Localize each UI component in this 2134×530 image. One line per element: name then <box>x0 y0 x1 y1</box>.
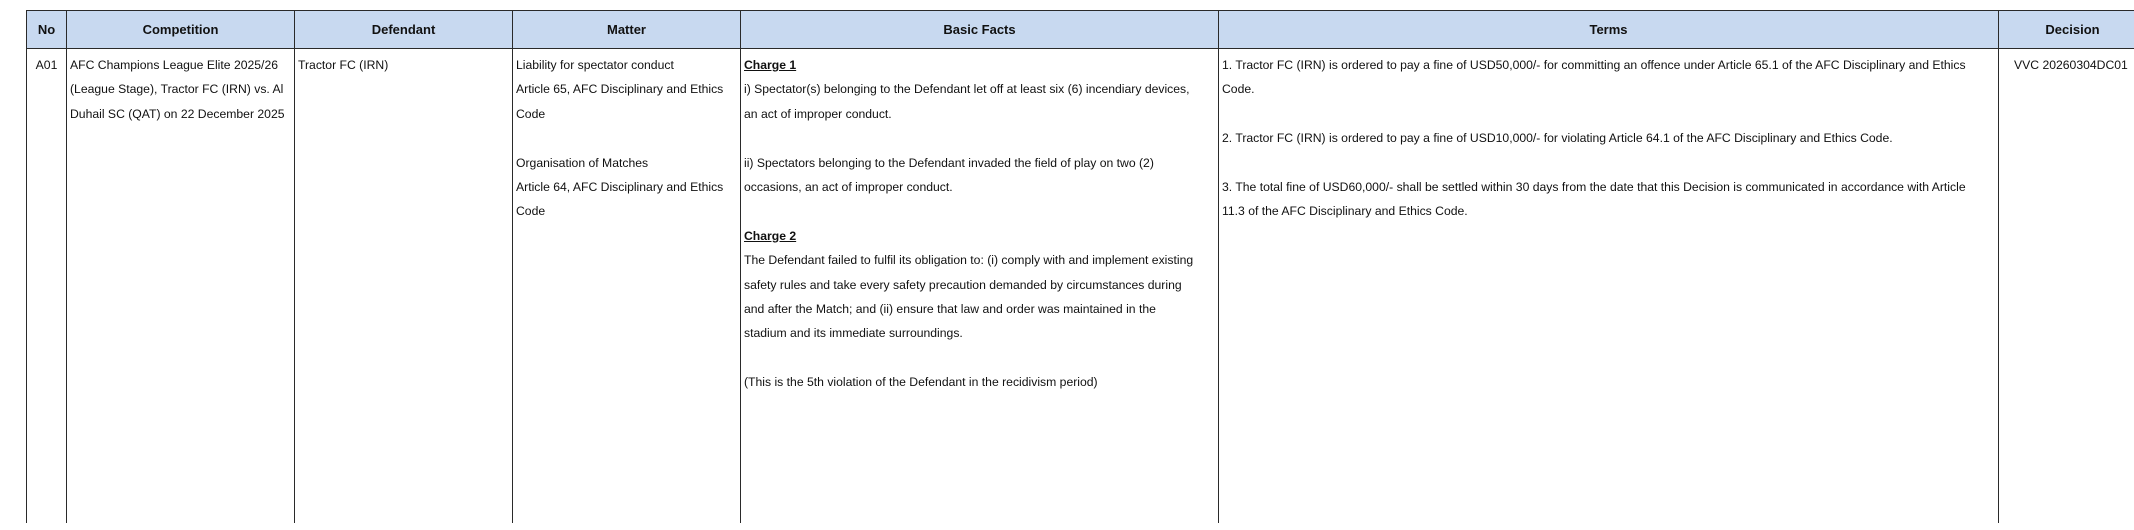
term-line: 1. Tractor FC (IRN) is ordered to pay a fine of USD50,000/- for committing an offence under Article 65.1 of the AFC Disciplinary and Ethics <box>1222 53 1995 77</box>
fact-line: and after the Match; and (ii) ensure that law and order was maintained in the <box>744 297 1215 321</box>
header-row <box>27 11 2134 49</box>
matter-article: Article 64, AFC Disciplinary and Ethics <box>516 175 737 199</box>
table-row <box>27 49 2134 524</box>
matter-article: Code <box>516 102 737 126</box>
fact-line: The Defendant failed to fulfil its obligation to: (i) comply with and implement existing <box>744 248 1215 272</box>
competition-line: AFC Champions League Elite 2025/26 <box>70 53 291 77</box>
spacer <box>516 126 737 150</box>
matter-title: Liability for spectator conduct <box>516 53 737 77</box>
spacer <box>744 126 1215 150</box>
term-line: 11.3 of the AFC Disciplinary and Ethics Code. <box>1222 199 1995 223</box>
decisions-table <box>26 10 2134 523</box>
cell-decision[interactable] <box>1999 49 2134 524</box>
spacer <box>744 199 1215 223</box>
header-competition[interactable]: Competition <box>67 11 295 49</box>
header-no[interactable]: No <box>27 11 67 49</box>
term-line: Code. <box>1222 77 1995 101</box>
fact-line: ii) Spectators belonging to the Defendant invaded the field of play on two (2) <box>744 151 1215 175</box>
charge-1-title: Charge 1 <box>744 53 1215 77</box>
cell-terms[interactable] <box>1219 49 1999 524</box>
matter-article: Code <box>516 199 737 223</box>
fact-line: i) Spectator(s) belonging to the Defendant let off at least six (6) incendiary devices, <box>744 77 1215 101</box>
header-defendant[interactable]: Defendant <box>295 11 513 49</box>
competition-line: Duhail SC (QAT) on 22 December 2025 <box>70 102 291 126</box>
competition-line: (League Stage), Tractor FC (IRN) vs. Al <box>70 77 291 101</box>
header-basic-facts[interactable]: Basic Facts <box>741 11 1219 49</box>
cell-competition[interactable] <box>67 49 295 524</box>
header-terms[interactable]: Terms <box>1219 11 1999 49</box>
fact-line: an act of improper conduct. <box>744 102 1215 126</box>
spacer <box>744 346 1215 370</box>
term-line: 2. Tractor FC (IRN) is ordered to pay a fine of USD10,000/- for violating Article 64.1 of the AFC Disciplinary and Ethics Code. <box>1222 126 1995 150</box>
matter-title: Organisation of Matches <box>516 151 737 175</box>
recidivism-note: (This is the 5th violation of the Defendant in the recidivism period) <box>744 370 1215 394</box>
cell-no[interactable] <box>27 49 67 524</box>
charge-2-title: Charge 2 <box>744 224 1215 248</box>
cell-basic-facts[interactable] <box>741 49 1219 524</box>
spacer <box>1222 102 1995 126</box>
decision-reference: VVC 20260304DC01 <box>2014 53 2134 77</box>
header-matter[interactable]: Matter <box>513 11 741 49</box>
disciplinary-decisions-sheet <box>26 10 2134 530</box>
spacer <box>1222 151 1995 175</box>
case-number: A01 <box>27 53 66 77</box>
fact-line: occasions, an act of improper conduct. <box>744 175 1215 199</box>
cell-defendant[interactable] <box>295 49 513 524</box>
defendant-name: Tractor FC (IRN) <box>298 53 509 77</box>
fact-line: safety rules and take every safety precaution demanded by circumstances during <box>744 273 1215 297</box>
fact-line: stadium and its immediate surroundings. <box>744 321 1215 345</box>
cell-matter[interactable] <box>513 49 741 524</box>
matter-article: Article 65, AFC Disciplinary and Ethics <box>516 77 737 101</box>
term-line: 3. The total fine of USD60,000/- shall be settled within 30 days from the date that this Decision is communicated in accordance with Article <box>1222 175 1995 199</box>
header-decision[interactable]: Decision <box>1999 11 2134 49</box>
